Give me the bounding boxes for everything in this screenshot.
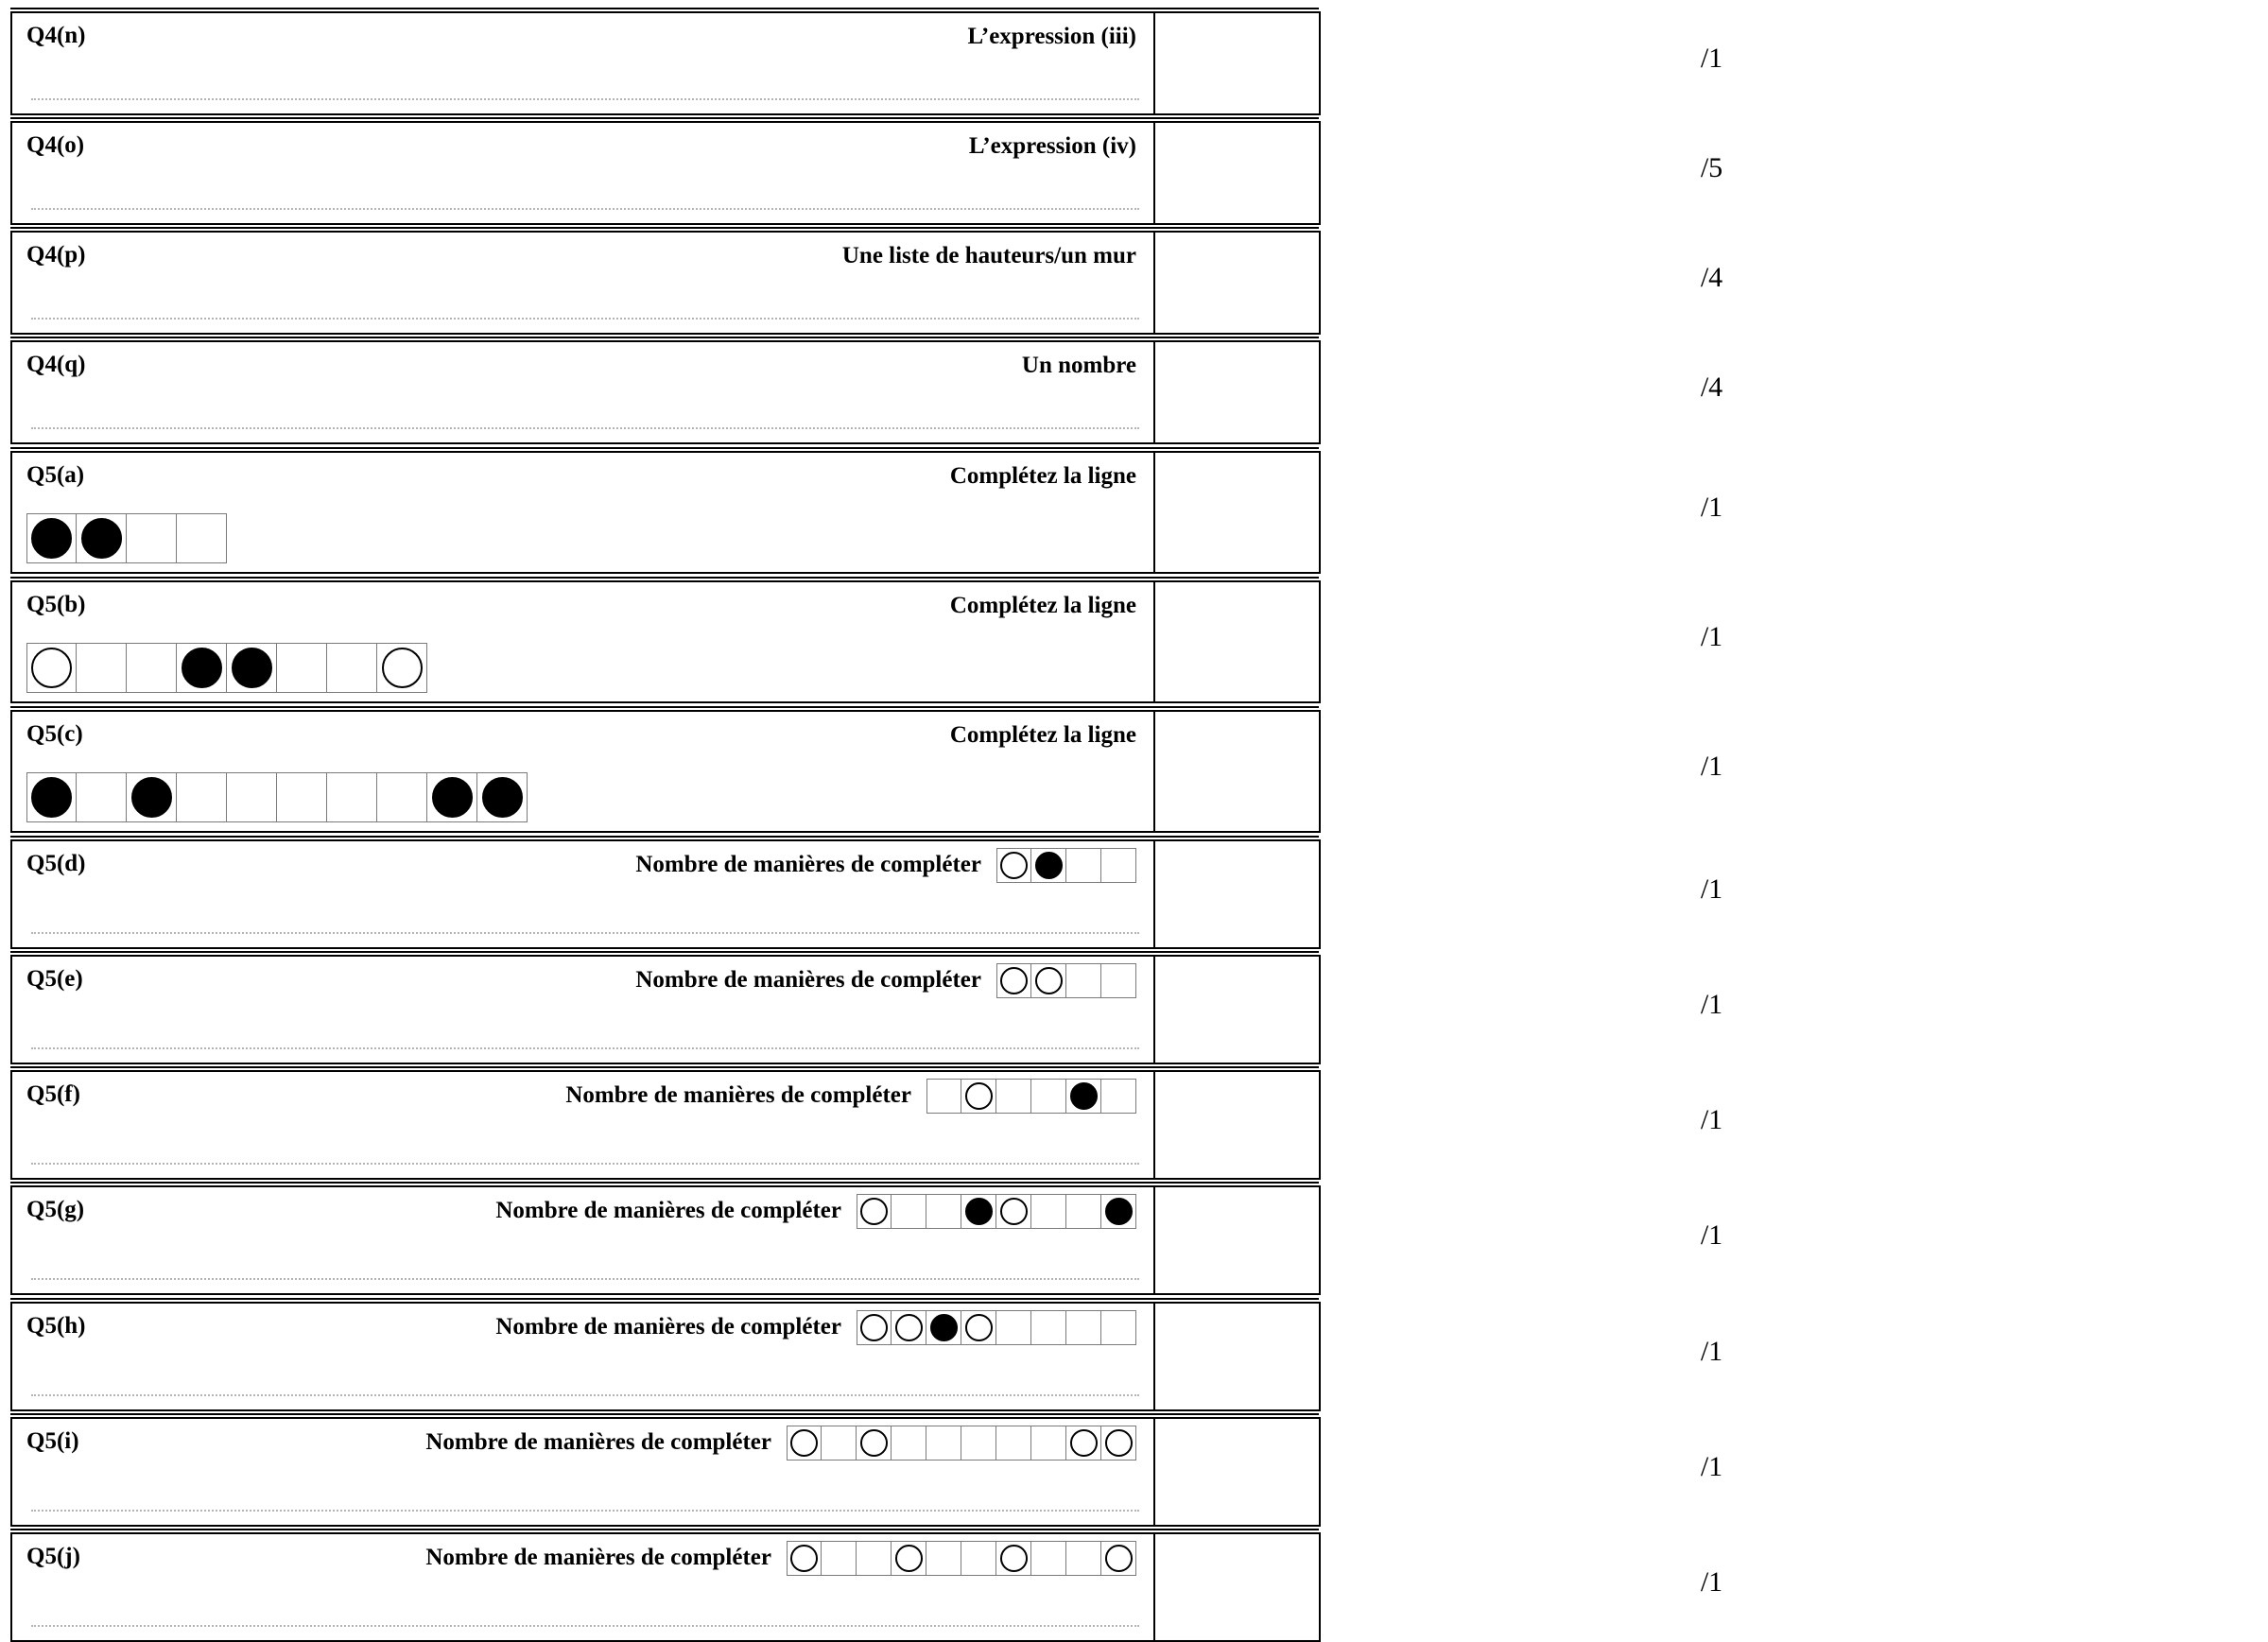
question-title — [565, 1081, 1136, 1114]
question-label: Q5(a) — [26, 462, 85, 488]
question-title-text: Nombre de manières de compléter — [425, 1429, 771, 1455]
white-disc — [1000, 852, 1028, 879]
question-title-text: Complétez la ligne — [949, 593, 1136, 618]
white-disc — [895, 1314, 923, 1341]
question-title — [950, 462, 1136, 491]
grid-cell[interactable] — [926, 1079, 961, 1114]
score-value: /1 — [1700, 621, 1723, 652]
grid-cell[interactable] — [996, 1541, 1031, 1576]
grid-cell[interactable] — [277, 772, 327, 822]
white-disc — [860, 1314, 888, 1341]
question-title — [635, 851, 1136, 883]
grid-cell[interactable] — [892, 1194, 926, 1229]
grid-cell[interactable] — [1101, 1541, 1136, 1576]
black-disc — [131, 777, 172, 818]
grid-cell[interactable] — [477, 772, 528, 822]
white-disc — [1105, 1545, 1133, 1572]
grid-cell[interactable] — [1101, 848, 1136, 883]
grid-cell[interactable] — [926, 1426, 961, 1461]
score-value: /4 — [1700, 262, 1723, 293]
cell-grid — [787, 1426, 1136, 1461]
question-title-text: Nombre de manières de compléter — [425, 1545, 771, 1570]
question-row — [10, 580, 1723, 703]
question-label: Q5(d) — [26, 851, 86, 876]
grid-cell[interactable] — [857, 1194, 892, 1229]
question-row — [10, 1185, 1723, 1295]
cell-grid — [996, 848, 1136, 883]
grid-cell[interactable] — [1066, 1426, 1101, 1461]
answer-line[interactable] — [31, 98, 1139, 100]
question-title-text: Nombre de manières de compléter — [635, 852, 981, 877]
white-disc — [965, 1082, 993, 1110]
white-disc — [860, 1198, 888, 1225]
grid-cell[interactable] — [961, 1194, 996, 1229]
grid-cell[interactable] — [127, 772, 177, 822]
cell-grid — [996, 963, 1136, 998]
question-label: Q5(b) — [26, 592, 86, 617]
grid-cell[interactable] — [1101, 1194, 1136, 1229]
grid-cell[interactable] — [926, 1541, 961, 1576]
answer-line[interactable] — [31, 1047, 1139, 1049]
white-disc — [1000, 967, 1028, 994]
grid-cell[interactable] — [1066, 1310, 1101, 1345]
question-title-text: Nombre de manières de compléter — [565, 1082, 911, 1108]
score-value: /1 — [1700, 989, 1723, 1020]
score-value: /1 — [1700, 43, 1723, 74]
question-label: Q4(o) — [26, 132, 85, 158]
question-title-text: Une liste de hauteurs/un mur — [841, 243, 1136, 268]
grid-cell[interactable] — [787, 1426, 822, 1461]
question-label: Q4(n) — [26, 23, 86, 48]
question-title-text: Nombre de manières de compléter — [495, 1314, 841, 1340]
black-disc — [482, 777, 523, 818]
grid-cell[interactable] — [961, 1541, 996, 1576]
grid-cell[interactable] — [892, 1426, 926, 1461]
question-title-text: L’expression (iii) — [967, 24, 1136, 49]
grid-cell[interactable] — [822, 1541, 857, 1576]
grid-cell[interactable] — [892, 1310, 926, 1345]
cell-grid — [926, 1079, 1136, 1114]
question-title — [950, 592, 1136, 620]
score-value: /1 — [1700, 1451, 1723, 1482]
grid-cell[interactable] — [1066, 1079, 1101, 1114]
black-disc — [965, 1198, 993, 1225]
grid-cell[interactable] — [857, 1541, 892, 1576]
cell-grid — [26, 513, 227, 563]
score-value: /1 — [1700, 1566, 1723, 1598]
grid-cell[interactable] — [77, 513, 127, 563]
question-row — [10, 1070, 1723, 1180]
answer-line[interactable] — [31, 208, 1139, 210]
grid-cell[interactable] — [961, 1310, 996, 1345]
black-disc — [930, 1314, 958, 1341]
black-disc — [1070, 1082, 1098, 1110]
grid-cell[interactable] — [996, 848, 1031, 883]
white-disc — [1035, 967, 1063, 994]
grid-cell[interactable] — [377, 772, 427, 822]
answer-line[interactable] — [31, 1625, 1139, 1627]
question-row — [10, 231, 1723, 335]
grid-cell[interactable] — [961, 1079, 996, 1114]
answer-line[interactable] — [31, 1163, 1139, 1165]
grid-cell[interactable] — [926, 1194, 961, 1229]
grid-cell[interactable] — [1066, 1194, 1101, 1229]
answer-grid — [26, 513, 227, 563]
question-label: Q5(c) — [26, 721, 83, 747]
grid-cell[interactable] — [1031, 1194, 1066, 1229]
question-title-text: Nombre de manières de compléter — [635, 967, 981, 993]
black-disc — [1105, 1198, 1133, 1225]
question-title — [425, 1544, 1136, 1576]
question-label: Q4(p) — [26, 242, 86, 268]
grid-cell[interactable] — [1066, 963, 1101, 998]
white-disc — [1105, 1429, 1133, 1457]
question-row — [10, 710, 1723, 833]
question-row — [10, 121, 1723, 225]
grid-cell[interactable] — [177, 772, 227, 822]
score-value: /1 — [1700, 751, 1723, 782]
answer-line[interactable] — [31, 1510, 1139, 1512]
grid-cell[interactable] — [787, 1541, 822, 1576]
grid-cell[interactable] — [227, 643, 277, 693]
black-disc — [182, 648, 222, 688]
question-title — [968, 23, 1137, 51]
score-value: /1 — [1700, 1219, 1723, 1251]
grid-cell[interactable] — [127, 643, 177, 693]
question-row — [10, 1532, 1723, 1642]
grid-cell[interactable] — [1031, 963, 1066, 998]
question-title — [950, 721, 1136, 750]
score-value: /1 — [1700, 1336, 1723, 1367]
answer-line[interactable] — [31, 1394, 1139, 1396]
question-label: Q5(f) — [26, 1081, 80, 1107]
question-title — [495, 1197, 1136, 1229]
grid-cell[interactable] — [1031, 848, 1066, 883]
cell-grid — [26, 643, 427, 693]
answer-line[interactable] — [31, 932, 1139, 934]
grid-cell[interactable] — [926, 1310, 961, 1345]
black-disc — [81, 518, 122, 559]
grid-cell[interactable] — [227, 772, 277, 822]
score-value: /1 — [1700, 873, 1723, 905]
grid-cell[interactable] — [177, 513, 227, 563]
question-label: Q5(g) — [26, 1197, 85, 1222]
question-row — [10, 839, 1723, 949]
grid-cell[interactable] — [996, 1194, 1031, 1229]
question-title — [1022, 352, 1136, 380]
score-value: /1 — [1700, 1104, 1723, 1135]
grid-cell[interactable] — [996, 1310, 1031, 1345]
grid-cell[interactable] — [177, 643, 227, 693]
question-label: Q4(q) — [26, 352, 86, 377]
white-disc — [1070, 1429, 1098, 1457]
question-row — [10, 1302, 1723, 1411]
answer-line[interactable] — [31, 1278, 1139, 1280]
answer-line[interactable] — [31, 318, 1139, 320]
grid-cell[interactable] — [1066, 848, 1101, 883]
white-disc — [790, 1545, 818, 1572]
cell-grid — [857, 1310, 1136, 1345]
grid-cell[interactable] — [277, 643, 327, 693]
white-disc — [31, 648, 72, 688]
black-disc — [31, 518, 72, 559]
question-title-text: Un nombre — [1021, 353, 1136, 378]
question-title-text: Nombre de manières de compléter — [495, 1198, 841, 1223]
question-title — [635, 966, 1136, 998]
black-disc — [31, 777, 72, 818]
score-value: /1 — [1700, 492, 1723, 523]
grid-cell[interactable] — [1031, 1079, 1066, 1114]
grid-cell[interactable] — [377, 643, 427, 693]
grid-cell[interactable] — [127, 513, 177, 563]
grid-cell[interactable] — [1101, 1079, 1136, 1114]
cell-grid — [26, 772, 528, 822]
question-title — [969, 132, 1136, 161]
question-label: Q5(j) — [26, 1544, 80, 1569]
question-title — [495, 1313, 1136, 1345]
grid-cell[interactable] — [996, 1426, 1031, 1461]
grid-cell[interactable] — [1101, 1310, 1136, 1345]
grid-cell[interactable] — [1031, 1310, 1066, 1345]
grid-cell[interactable] — [857, 1426, 892, 1461]
white-disc — [895, 1545, 923, 1572]
question-title-text: Complétez la ligne — [949, 463, 1136, 489]
grid-cell[interactable] — [1031, 1541, 1066, 1576]
grid-cell[interactable] — [857, 1310, 892, 1345]
question-label: Q5(h) — [26, 1313, 86, 1339]
black-disc — [432, 777, 473, 818]
question-row — [10, 1417, 1723, 1527]
grid-cell[interactable] — [26, 643, 77, 693]
white-disc — [790, 1429, 818, 1457]
question-row — [10, 11, 1723, 115]
grid-cell[interactable] — [892, 1541, 926, 1576]
answer-line[interactable] — [31, 427, 1139, 429]
grid-cell[interactable] — [77, 772, 127, 822]
grid-cell[interactable] — [1101, 1426, 1136, 1461]
black-disc — [232, 648, 272, 688]
grid-cell[interactable] — [26, 772, 77, 822]
answer-grid — [26, 772, 528, 822]
grid-cell[interactable] — [327, 643, 377, 693]
grid-cell[interactable] — [822, 1426, 857, 1461]
white-disc — [1000, 1198, 1028, 1225]
grid-cell[interactable] — [327, 772, 377, 822]
cell-grid — [857, 1194, 1136, 1229]
question-title — [842, 242, 1136, 270]
white-disc — [1000, 1545, 1028, 1572]
grid-cell[interactable] — [961, 1426, 996, 1461]
answer-grid — [26, 643, 427, 693]
black-disc — [1035, 852, 1063, 879]
grid-cell[interactable] — [1066, 1541, 1101, 1576]
grid-cell[interactable] — [996, 1079, 1031, 1114]
question-row — [10, 955, 1723, 1064]
question-label: Q5(e) — [26, 966, 83, 992]
score-value: /4 — [1700, 372, 1723, 403]
cell-grid — [787, 1541, 1136, 1576]
question-row — [10, 340, 1723, 444]
grid-cell[interactable] — [77, 643, 127, 693]
question-row — [10, 451, 1723, 574]
question-title-text: Complétez la ligne — [949, 722, 1136, 748]
grid-cell[interactable] — [1031, 1426, 1066, 1461]
question-label: Q5(i) — [26, 1428, 79, 1454]
grid-cell[interactable] — [996, 963, 1031, 998]
question-title-text: L’expression (iv) — [968, 133, 1136, 159]
grid-cell[interactable] — [26, 513, 77, 563]
grid-cell[interactable] — [427, 772, 477, 822]
score-value: /5 — [1700, 152, 1723, 183]
question-title — [425, 1428, 1136, 1461]
white-disc — [382, 648, 423, 688]
white-disc — [860, 1429, 888, 1457]
grid-cell[interactable] — [1101, 963, 1136, 998]
white-disc — [965, 1314, 993, 1341]
